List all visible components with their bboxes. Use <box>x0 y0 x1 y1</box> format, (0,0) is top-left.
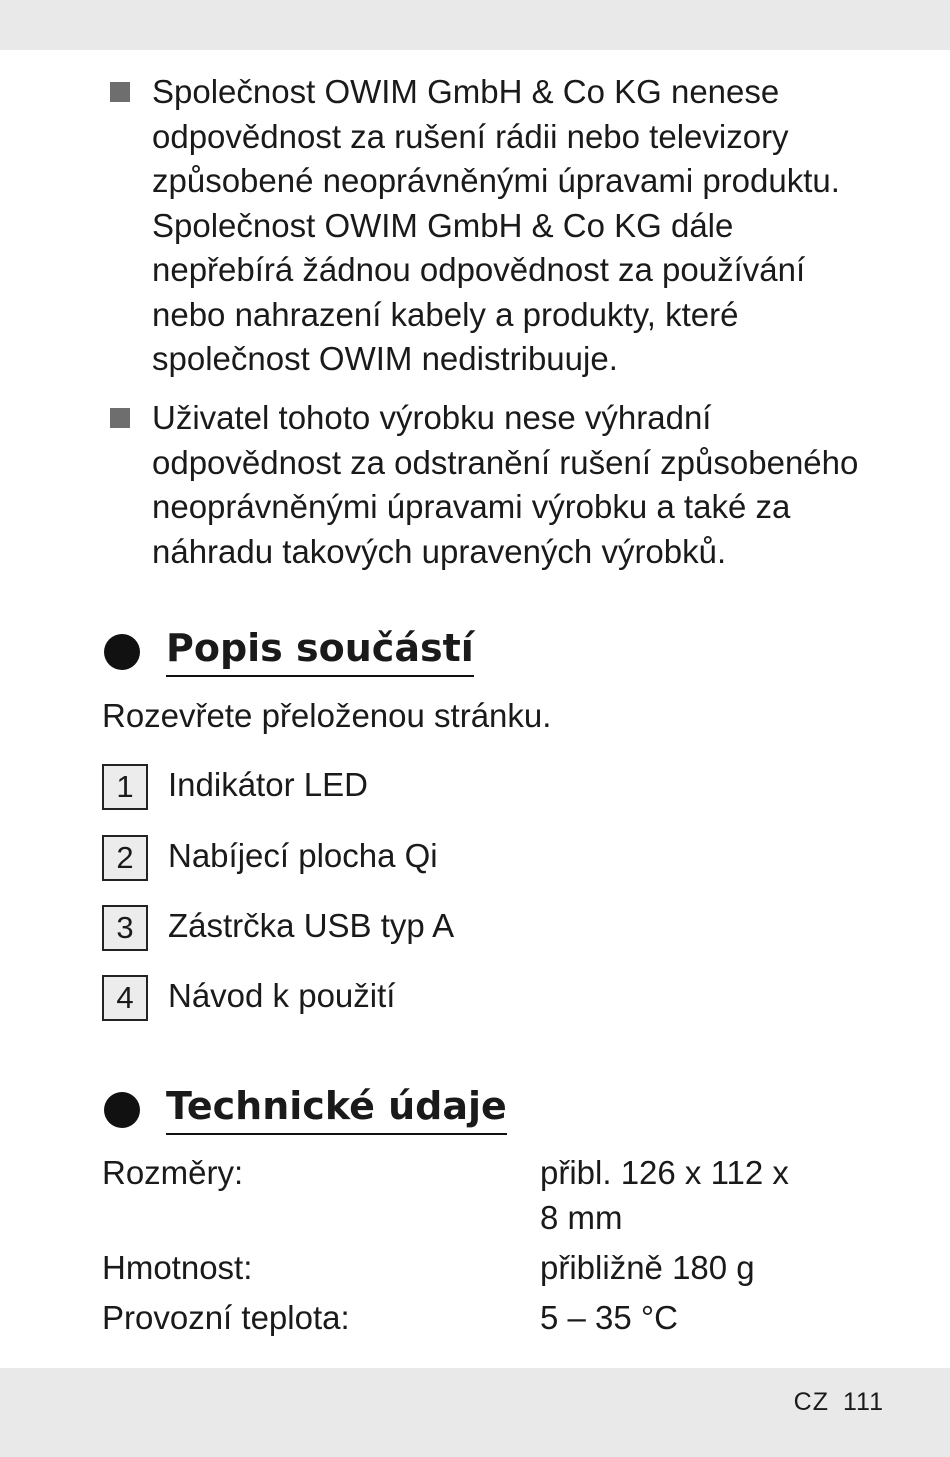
part-number-box: 2 <box>102 835 148 881</box>
part-label: Indikátor LED <box>168 766 368 803</box>
bullet-item <box>104 396 904 574</box>
part-label: Návod k použití <box>168 977 396 1014</box>
part-number-box: 4 <box>102 975 148 1021</box>
spec-key: Provozní teplota: <box>102 1299 350 1336</box>
part-number-box: 3 <box>102 905 148 951</box>
spec-value: 5 – 35 °C <box>540 1299 678 1336</box>
section-title: Popis součástí <box>166 625 474 677</box>
page-footer <box>794 1388 884 1417</box>
spec-value: přibližně 180 g <box>540 1249 755 1286</box>
bullet-text: Společnost OWIM GmbH & Co KG nenese odpovědnost za rušení rádii nebo televizory způsobené neoprávněnými úpravami produktu. Společnost OWIM GmbH & Co KG dále nepřebírá žádnou odpovědnost za používání nebo nahrazení kabely a produkty, které společnost OWIM nedistribuuje. <box>152 73 840 377</box>
spec-value: přibl. 126 x 112 x 8 mm <box>540 1154 789 1236</box>
page-number: 111 <box>842 1388 884 1416</box>
part-number-box: 1 <box>102 764 148 810</box>
parts-intro: Rozevřete přeloženou stránku. <box>102 697 552 734</box>
part-label: Zástrčka USB typ A <box>168 907 455 944</box>
spec-key: Hmotnost: <box>102 1249 253 1286</box>
header-band <box>0 0 950 50</box>
square-bullet-icon <box>110 82 130 102</box>
square-bullet-icon <box>110 408 130 428</box>
part-label: Nabíjecí plocha Qi <box>168 837 438 874</box>
spec-key: Rozměry: <box>102 1154 244 1191</box>
section-title: Technické údaje <box>166 1083 507 1135</box>
bullet-text: Uživatel tohoto výrobku nese výhradní odpovědnost za odstranění rušení způsobeného neoprávněnými úpravami výrobku a také za náhradu takových upravených výrobků. <box>152 399 859 570</box>
bullet-dot-icon <box>104 1092 140 1128</box>
bullet-dot-icon <box>104 634 140 670</box>
footer-language: CZ <box>793 1388 829 1416</box>
bullet-item <box>104 70 904 382</box>
